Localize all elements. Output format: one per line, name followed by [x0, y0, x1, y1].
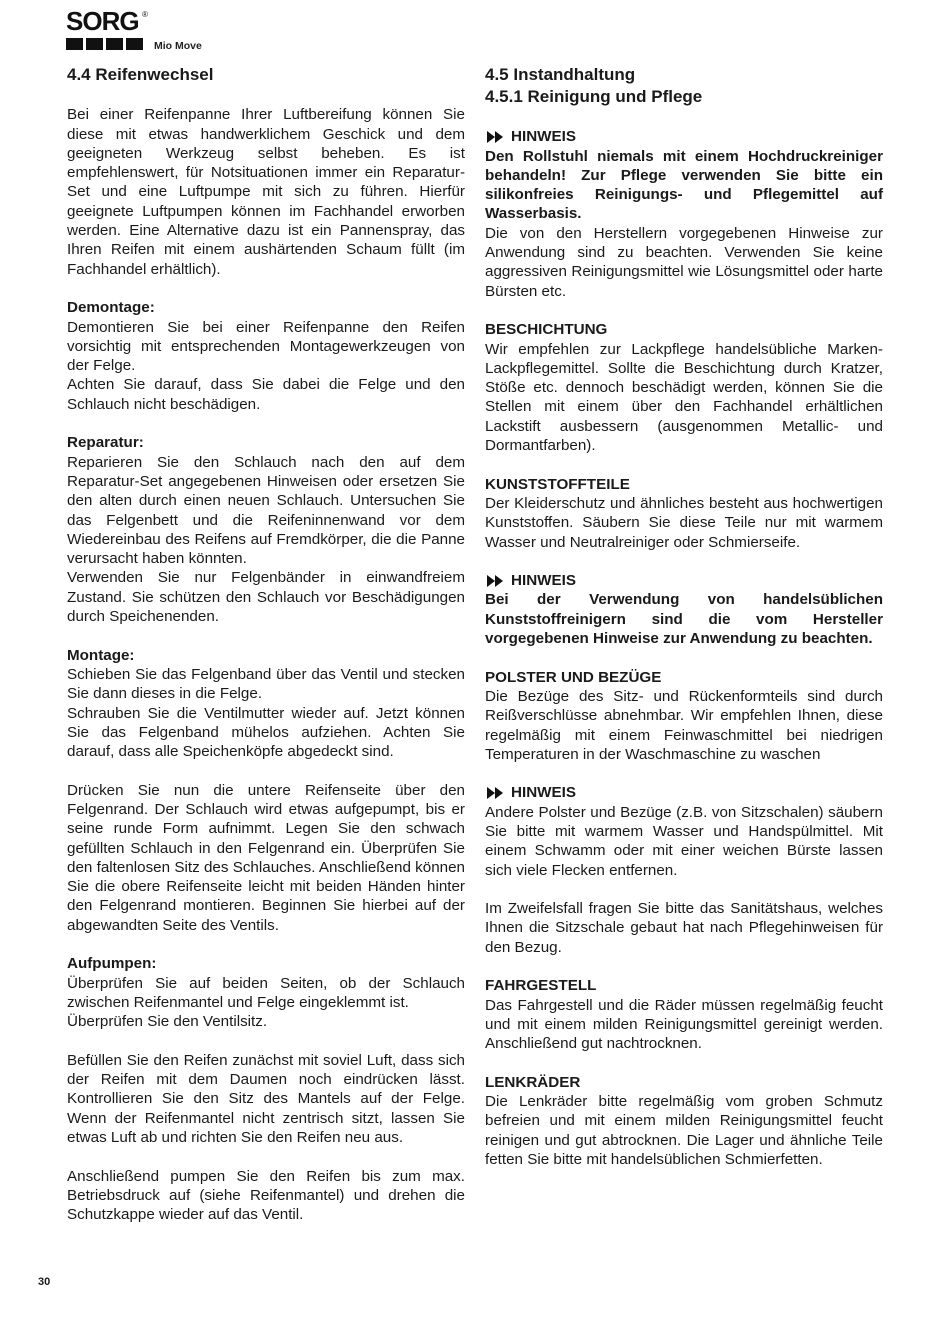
sorg-logo: [66, 6, 148, 54]
fast-forward-icon: [485, 131, 505, 143]
right-column: [485, 64, 883, 1169]
fast-forward-icon: [485, 575, 505, 587]
hinweis-heading-3: [485, 783, 883, 802]
fast-forward-icon: [485, 787, 505, 799]
section-title-reifenwechsel: 4.4 Reifenwechsel: [67, 65, 214, 84]
hinweis-2-bold: Bei der Verwendung von handelsüblichen Kunststoffreinigern sind die vom Hersteller vorgegebenen Hinweise zur Anwendung zu beachten.: [485, 591, 883, 648]
polster-heading: POLSTER UND BEZÜGE: [485, 668, 662, 686]
section-title-reinigung: 4.5.1 Reinigung und Pflege: [485, 87, 703, 106]
hinweis-3-text: Andere Polster und Bezüge (z.B. von Sitzschalen) säubern Sie bitte mit warmem Wasser und Handspülmittel. Mit einem Schwamm oder mit einer weichen Bürste lassen sich viele Flecken entfernen.: [485, 803, 883, 879]
hinweis-1-bold: Den Rollstuhl niemals mit einem Hochdruckreiniger behandeln! Zur Pflege verwenden Sie bitte ein silikonfreies Reinigungs- und Pflegemittel auf Wasserbasis.: [485, 147, 883, 223]
kunststoffteile-text: Der Kleiderschutz und ähnliches besteht aus hochwertigen Kunststoffen. Säubern Sie diese Teile nur mit warmem Wasser und Neutralreiniger oder Schmierseife.: [485, 494, 883, 551]
reparatur-text-1: Reparieren Sie den Schlauch nach den auf dem Reparatur-Set angegebenen Hinweisen oder ersetzen Sie den alten durch einen neuen Schlauch. Untersuchen Sie das Felgenbett und die Reifeninnenwand vor dem Wiedereinbau des Reifens auf Fremdkörper, die die Panne verursacht haben könnten.: [67, 453, 465, 568]
intro-paragraph: Bei einer Reifenpanne Ihrer Luftbereifung können Sie diese mit etwas handwerklichem Geschick und dem geeigneten Werkzeug selbst beheben. Es ist empfehlenswert, für Notsituationen immer ein Reparatur-Set und eine Luftpumpe mit sich zu führen. Hierfür geeignete Luftpumpen können im Fachhandel erworben werden. Eine Alternative dazu ist ein Pannenspray, das Ihren Reifen mit einem aushärtenden Schaum füllt (im Fachhandel erhältlich).: [67, 106, 465, 278]
kunststoffteile-heading: KUNSTSTOFFTEILE: [485, 475, 630, 493]
hinweis-heading-1: [485, 127, 883, 146]
hinweis-label: HINWEIS: [511, 128, 576, 146]
aufpumpen-text-1: Überprüfen Sie auf beiden Seiten, ob der Schlauch zwischen Reifenmantel und Felge eingeklemmt ist.: [67, 974, 465, 1011]
demontage-text-2: Achten Sie darauf, dass Sie dabei die Felge und den Schlauch nicht beschädigen.: [67, 376, 465, 413]
demontage-heading: Demontage:: [67, 299, 155, 317]
logo-blocks: [66, 38, 143, 50]
logo-wordmark: SORG: [66, 6, 139, 36]
aufpumpen-text-2: Überprüfen Sie den Ventilsitz.: [67, 1013, 268, 1031]
section-title-instandhaltung: 4.5 Instandhaltung: [485, 65, 636, 84]
polster-text: Die Bezüge des Sitz- und Rückenformteils sind durch Reißverschlüsse abnehmbar. Wir empfehlen Ihnen, diese regelmäßig mit einem Feinwaschmittel bei niedrigen Temperaturen in der Waschmaschine zu waschen: [485, 687, 883, 763]
fahrgestell-heading: FAHRGESTELL: [485, 977, 597, 995]
left-column: [67, 64, 465, 1225]
registered-mark: ®: [142, 10, 148, 19]
demontage-text-1: Demontieren Sie bei einer Reifenpanne den Reifen vorsichtig mit entsprechenden Montagewerkzeugen von der Felge.: [67, 318, 465, 375]
montage-text-1: Schieben Sie das Felgenband über das Ventil und stecken Sie dann dieses in die Felge.: [67, 665, 465, 703]
reparatur-text-2: Verwenden Sie nur Felgenbänder in einwandfreiem Zustand. Sie schützen den Schlauch vor Beschädigungen durch Speichenenden.: [67, 569, 465, 626]
reparatur-heading: Reparatur:: [67, 434, 144, 452]
aufpumpen-text-4: Anschließend pumpen Sie den Reifen bis zum max. Betriebsdruck auf (siehe Reifenmantel) und drehen die Schutzkappe wieder auf das Ventil.: [67, 1167, 465, 1224]
hinweis-1-text: Die von den Herstellern vorgegebenen Hinweise zur Anwendung sind zu beachten. Verwenden Sie keine aggressiven Reinigungsmittel wie Lösungsmittel oder harte Bürsten etc.: [485, 224, 883, 300]
lenkraeder-heading: LENKRÄDER: [485, 1073, 581, 1091]
beschichtung-text: Wir empfehlen zur Lackpflege handelsübliche Marken-Lackpflegemittel. Sollte die Beschichtung durch Kratzer, Stöße etc. dennoch beschädigt werden, können Sie die Stellen mit einem über den Fachhandel erhältlichen Lackstift ausbessern (ausgenommen Metallic- und Dormantfarben).: [485, 340, 883, 455]
montage-text-3: Drücken Sie nun die untere Reifenseite über den Felgenrand. Der Schlauch wird etwas aufgepumpt, bis er seine runde Form aufnimmt. Legen Sie den schwach gefüllten Schlauch in den Felgenrand ein. Überprüfen Sie den faltenlosen Sitz des Schlauches. Anschließend können Sie die obere Reifenseite leicht mit beiden Händen hinter den Felgenrand montieren. Beginnen Sie hierbei auf der abgewandten Seite des Ventils.: [67, 781, 465, 934]
aufpumpen-heading: Aufpumpen:: [67, 955, 157, 973]
hinweis-label: HINWEIS: [511, 784, 576, 802]
page-number: 30: [38, 1276, 51, 1288]
lenkraeder-text: Die Lenkräder bitte regelmäßig vom groben Schmutz befreien und mit einem milden Reinigungsmittel feucht reinigen und gut abtrocknen. Die Lager und ähnliche Teile fetten Sie bitte mit handelsüblichen Schmierfetten.: [485, 1093, 883, 1169]
hinweis-label: HINWEIS: [511, 572, 576, 590]
aufpumpen-text-3: Befüllen Sie den Reifen zunächst mit soviel Luft, dass sich der Reifen mit dem Daumen noch eindrücken lässt. Kontrollieren Sie den Sitz des Mantels auf der Felge. Wenn der Reifenmantel nicht zentrisch sitzt, lassen Sie etwas Luft ab und richten Sie den Reifen neu aus.: [67, 1051, 465, 1147]
fahrgestell-text: Das Fahrgestell und die Räder müssen regelmäßig feucht und mit einem milden Reinigungsmittel gereinigt werden. Anschließend gut nachtrocknen.: [485, 996, 883, 1053]
beschichtung-heading: BESCHICHTUNG: [485, 321, 608, 339]
hinweis-heading-2: [485, 571, 883, 590]
zweifelsfall-text: Im Zweifelsfall fragen Sie bitte das Sanitätshaus, welches Ihnen die Sitzschale gebaut hat nach Pflegehinweisen für den Bezug.: [485, 900, 883, 956]
montage-heading: Montage:: [67, 646, 135, 664]
montage-text-2: Schrauben Sie die Ventilmutter wieder auf. Jetzt können Sie das Felgenband mühelos aufziehen. Achten Sie darauf, dass alle Speichenköpfe abgedeckt sind.: [67, 704, 465, 761]
product-name: Mio Move: [154, 40, 202, 52]
